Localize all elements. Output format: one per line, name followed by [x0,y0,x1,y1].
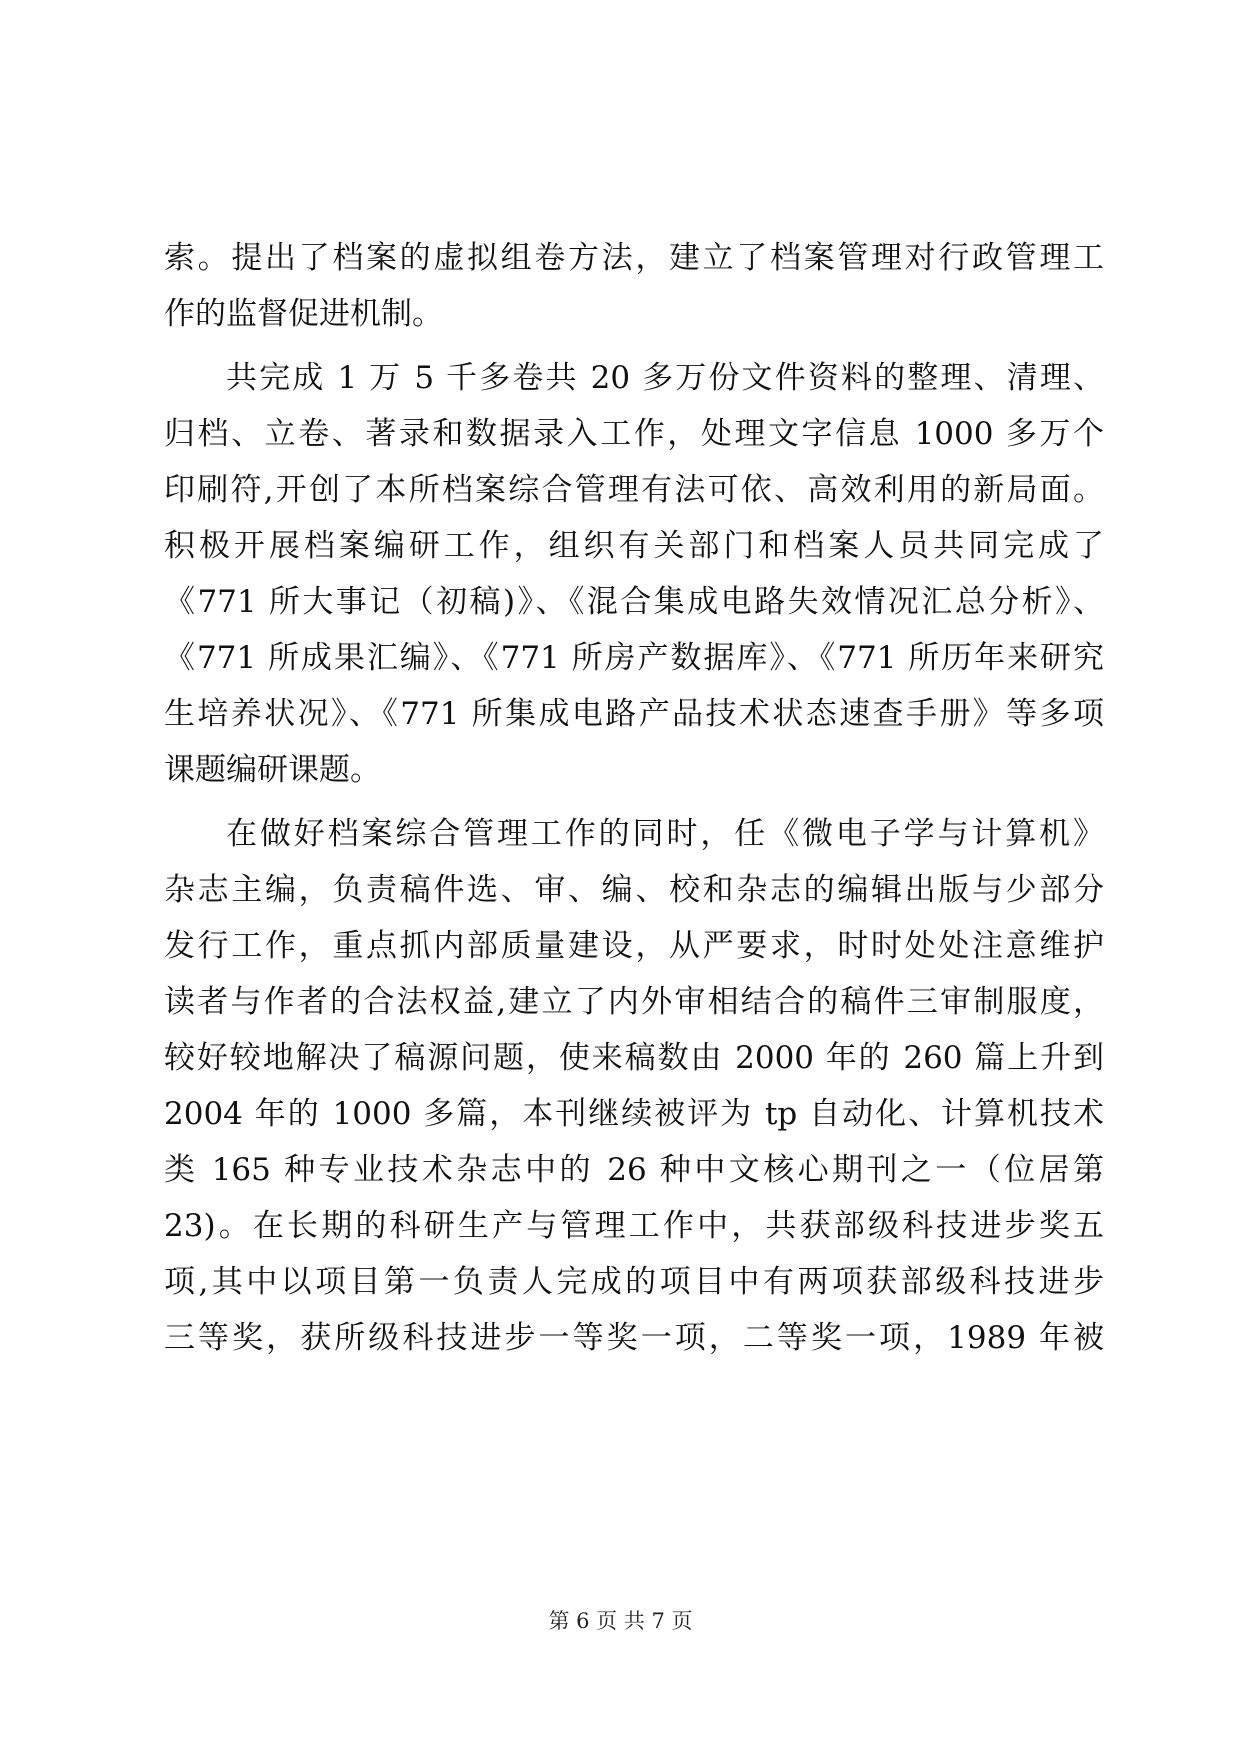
paragraph-1 [164,230,1104,342]
text-line: 杂志主编，负责稿件选、审、编、校和杂志的编辑出版与少部分 [164,872,1104,908]
text-line: 《771 所大事记（初稿)》、《混合集成电路失效情况汇总分析》、 [164,584,1104,620]
text-line: 归档、立卷、著录和数据录入工作，处理文字信息 1000 多万个 [164,416,1104,452]
paragraph-2 [164,350,1104,798]
text-line: 共完成 1 万 5 千多卷共 20 多万份文件资料的整理、清理、 [226,360,1104,396]
text-line: 生培养状况》、《771 所集成电路产品技术状态速查手册》等多项 [164,696,1104,732]
text-line: 2004 年的 1000 多篇，本刊继续被评为 tp 自动化、计算机技术 [164,1096,1104,1132]
text-line: 较好较地解决了稿源问题，使来稿数由 2000 年的 260 篇上升到 [164,1040,1104,1076]
text-line: 发行工作，重点抓内部质量建设，从严要求，时时处处注意维护 [164,928,1104,964]
text-line: 积极开展档案编研工作，组织有关部门和档案人员共同完成了 [164,528,1104,564]
body-text [164,230,1104,1366]
text-line: 三等奖，获所级科技进步一等奖一项，二等奖一项，1989 年被 [164,1320,1104,1356]
text-line: 项,其中以项目第一负责人完成的项目中有两项获部级科技进步 [164,1264,1104,1300]
paragraph-3 [164,806,1104,1366]
text-line: 印刷符,开创了本所档案综合管理有法可依、高效利用的新局面。 [164,472,1104,508]
text-line: 读者与作者的合法权益,建立了内外审相结合的稿件三审制服度， [164,984,1104,1020]
text-line: 《771 所成果汇编》、《771 所房产数据库》、《771 所历年来研究 [164,640,1104,676]
text-line: 索。提出了档案的虚拟组卷方法，建立了档案管理对行政管理工 [164,240,1104,276]
text-line: 23)。在长期的科研生产与管理工作中，共获部级科技进步奖五 [164,1208,1104,1244]
text-line: 类 165 种专业技术杂志中的 26 种中文核心期刊之一（位居第 [164,1152,1104,1188]
text-line: 在做好档案综合管理工作的同时，任《微电子学与计算机》 [226,816,1104,852]
text-line: 课题编研课题。 [164,752,381,788]
page-number: 第 6 页 共 7 页 [548,1609,693,1633]
text-line: 作的监督促进机制。 [164,296,443,332]
